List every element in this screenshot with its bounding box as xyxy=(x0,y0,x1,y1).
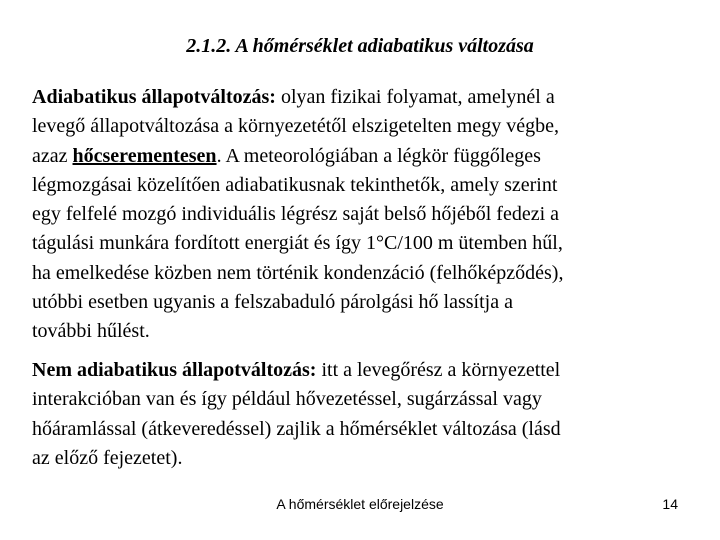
footer-title: A hőmérséklet előrejelzése xyxy=(276,496,444,512)
non-adiabatic-definition-paragraph xyxy=(32,356,692,473)
paragraph-line xyxy=(32,356,692,385)
paragraph-line: tágulási munkára fordított energiát és így 1°C/100 m ütemben hűl, xyxy=(32,232,563,255)
paragraph-line: ha emelkedése közben nem történik kondenzáció (felhőképződés), xyxy=(32,261,564,284)
paragraph-line xyxy=(32,142,692,171)
paragraph-line: utóbbi esetben ugyanis a felszabaduló párolgási hő lassítja a xyxy=(32,291,513,314)
slide-title: 2.1.2. A hőmérséklet adiabatikus változása xyxy=(186,35,534,57)
page-number: 14 xyxy=(662,496,678,512)
term-non-adiabatic: Nem adiabatikus állapotváltozás: xyxy=(32,359,317,381)
paragraph-line: egy felfelé mozgó individuális légrész saját belső hőjéből fedezi a xyxy=(32,203,560,226)
paragraph-line: légmozgásai közelítően adiabatikusnak tekinthetők, amely szerint xyxy=(32,173,558,196)
line-text: azaz xyxy=(32,144,73,167)
line-text: . A meteorológiában a légkör függőleges xyxy=(216,144,541,167)
paragraph-line: további hűlést. xyxy=(32,320,150,343)
term-adiabatic: Adiabatikus állapotváltozás: xyxy=(32,86,276,108)
line-text: olyan fizikai folyamat, amelynél a xyxy=(275,86,555,108)
line-text: itt a levegőrész a környezettel xyxy=(316,359,561,381)
paragraph-line: levegő állapotváltozása a környezetétől elszigetelten megy végbe, xyxy=(32,115,559,138)
paragraph-line: interakcióban van és így például hővezetéssel, sugárzással vagy xyxy=(32,388,542,411)
paragraph-line xyxy=(32,83,692,112)
paragraph-line: az előző fejezetet). xyxy=(32,446,183,469)
term-heat-exchange-free: hőcserementesen xyxy=(72,144,217,167)
adiabatic-definition-paragraph xyxy=(32,83,692,347)
paragraph-line: hőáramlással (átkeveredéssel) zajlik a hőmérséklet változása (lásd xyxy=(32,417,561,440)
